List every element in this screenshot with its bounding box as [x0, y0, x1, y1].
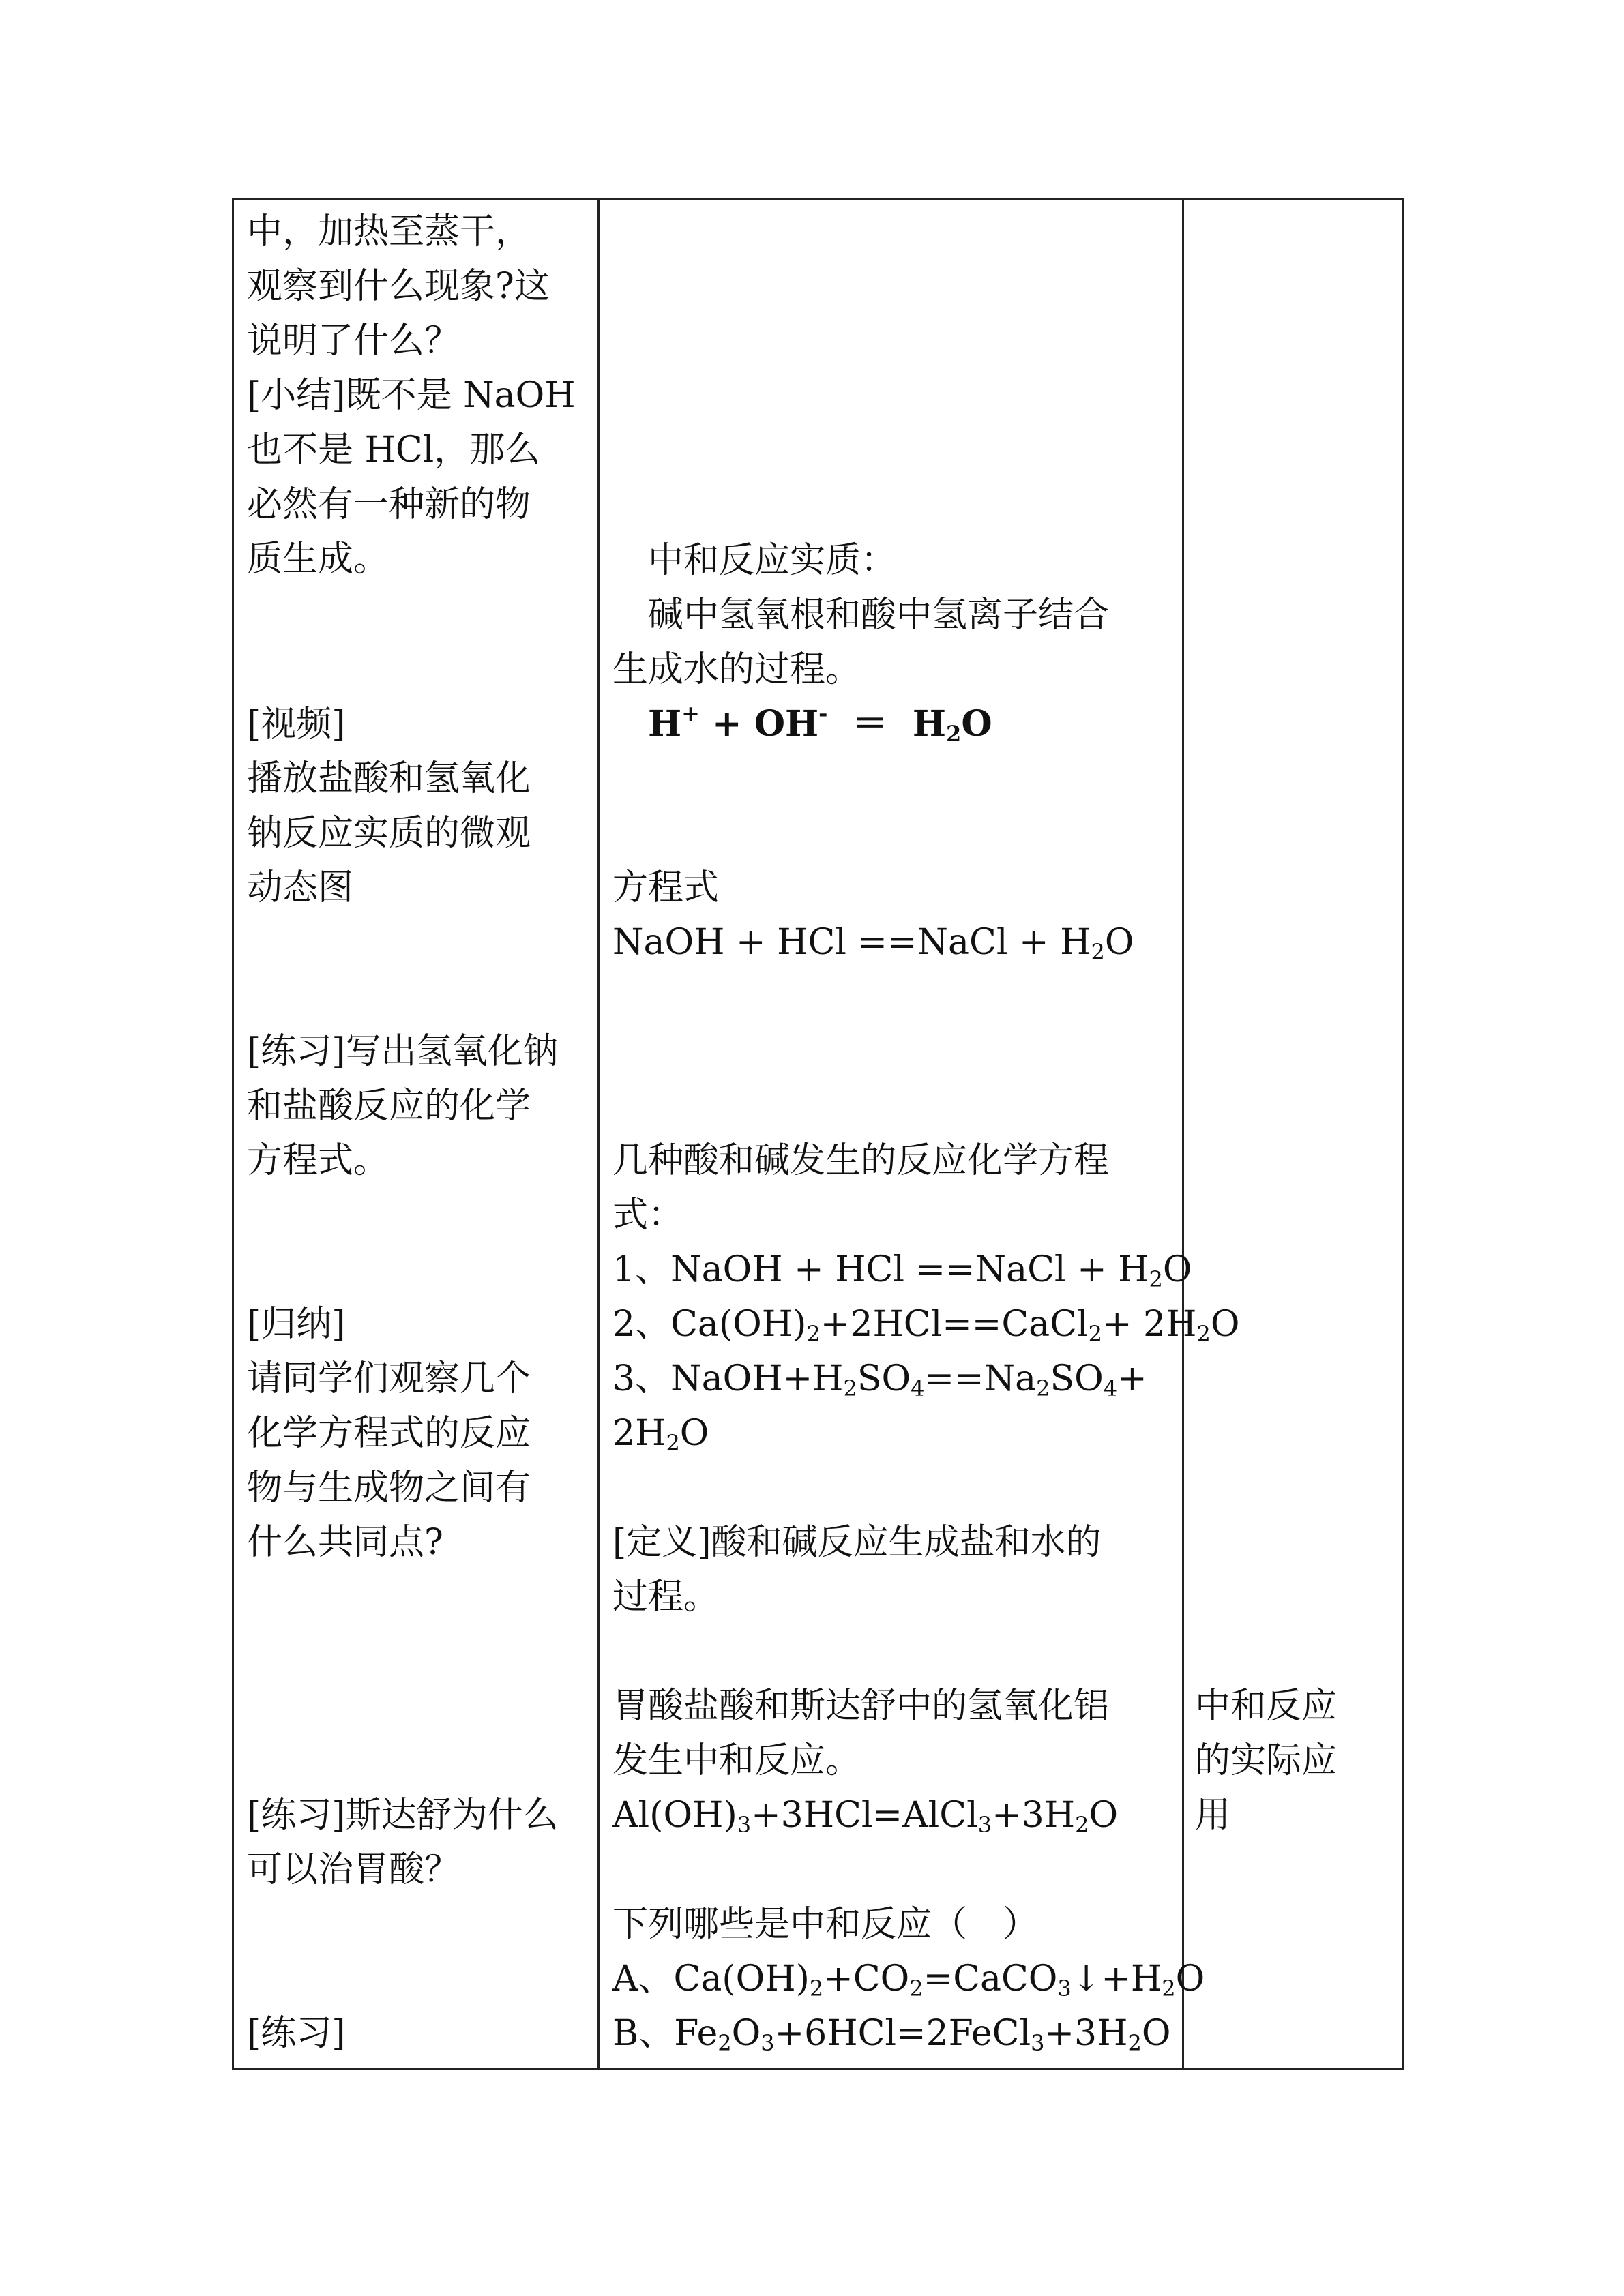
stomach-line: 发生中和反应。 [612, 1740, 861, 1781]
text-line: 观察到什么现象?这 [247, 266, 550, 307]
essence-title: 中和反应实质： [648, 540, 897, 581]
text-line: 中，加热至蒸干， [247, 211, 531, 252]
exercise-line: [练习]写出氢氧化钠 [247, 1031, 559, 1072]
definition-line: [定义]酸和碱反应生成盐和水的 [612, 1522, 1102, 1563]
exercise-line: 可以治胃酸？ [247, 1849, 460, 1890]
summary-line: 必然有一种新的物 [247, 484, 531, 525]
equation-label: 方程式 [612, 867, 720, 908]
equation-line: NaOH + HCl ==NaCl + $H_2O$ [612, 922, 1134, 965]
application-line: 的实际应 [1195, 1740, 1338, 1781]
reaction-1: 1、NaOH + HCl ==NaCl + $H_2O$ [612, 1249, 1192, 1292]
video-heading: [视频] [247, 704, 346, 745]
al-equation: $Al(OH)_3+3HCl=AlCl_3+3H_2O$ [612, 1795, 1119, 1838]
stomach-line: 胃酸盐酸和斯达舒中的氢氧化铝 [612, 1686, 1110, 1727]
exercise-line: 和盐酸反应的化学 [247, 1086, 531, 1127]
summary-line: 也不是 HCl，那么 [247, 430, 541, 471]
application-line: 中和反应 [1195, 1686, 1338, 1727]
question-line: 下列哪些是中和反应（ ） [612, 1904, 1039, 1945]
reaction-3-cont: $2H_2O$ [612, 1413, 709, 1456]
summary-line: [小结]既不是 NaOH [247, 375, 576, 416]
essence-line: 碱中氢氧根和酸中氢离子结合 [648, 595, 1110, 636]
reactions-title: 几种酸和碱发生的反应化学方程 [612, 1140, 1110, 1181]
induction-heading: [归纳] [247, 1304, 346, 1345]
option-a: A、$Ca(OH)_2+CO_2=CaCO_3↓+H_2O$ [612, 1958, 1205, 2001]
induction-line: 物与生成物之间有 [247, 1467, 531, 1508]
essence-line: 生成水的过程。 [612, 649, 861, 690]
definition-line: 过程。 [612, 1577, 720, 1617]
summary-line: 质生成。 [247, 539, 389, 580]
video-line: 钠反应实质的微观 [247, 813, 531, 854]
video-line: 播放盐酸和氢氧化 [247, 758, 531, 799]
induction-line: 请同学们观察几个 [247, 1358, 531, 1399]
video-line: 动态图 [247, 867, 354, 908]
column-divider-1 [597, 200, 600, 2068]
option-b: B、$Fe_2O_3+6HCl=2FeCl_3+3H_2O$ [612, 2013, 1171, 2056]
reaction-2: 2、$Ca(OH)_2+2HCl==CaCl_2+ 2H_2O$ [612, 1304, 1240, 1347]
ionic-equation: $H^+ + OH^- = H_2O$ [648, 700, 992, 747]
exercise-line: [练习]斯达舒为什么 [247, 1795, 559, 1836]
application-line: 用 [1195, 1795, 1231, 1836]
induction-line: 化学方程式的反应 [247, 1413, 531, 1454]
column-divider-2 [1182, 200, 1184, 2068]
exercise-line: 方程式。 [247, 1140, 389, 1181]
induction-line: 什么共同点? [247, 1522, 443, 1563]
text-line: 说明了什么？ [247, 320, 460, 361]
reactions-title: 式： [612, 1195, 684, 1236]
exercise-line: [练习] [247, 2013, 346, 2054]
reaction-3: 3、$NaOH+H_2SO_4==Na_2SO_4+$ [612, 1358, 1147, 1401]
